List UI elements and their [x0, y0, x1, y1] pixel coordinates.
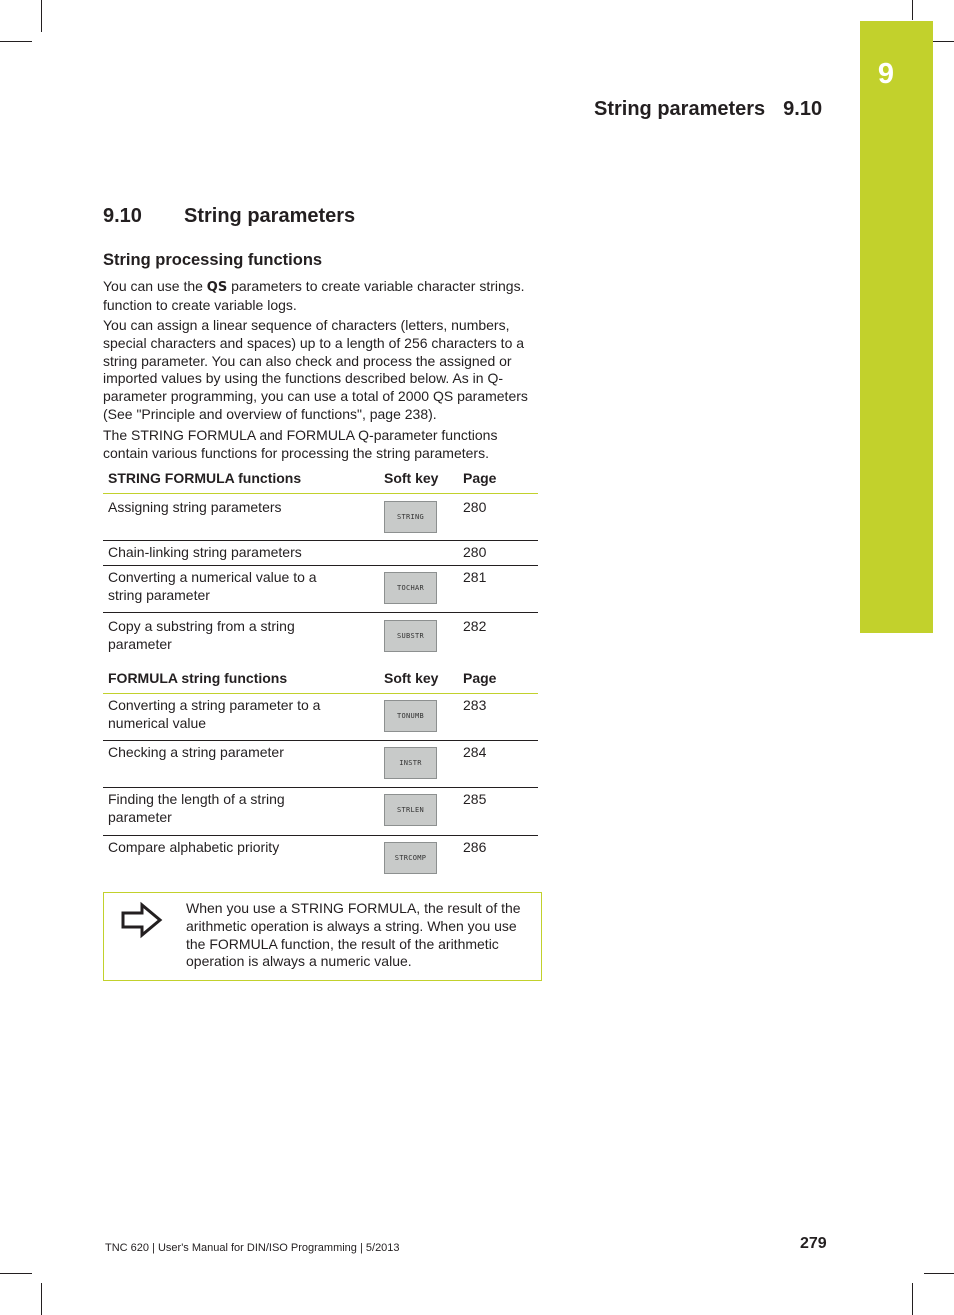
crop-mark — [912, 1283, 913, 1315]
note-text: When you use a STRING FORMULA, the result of the arithmetic operation is always a string. When you use the FORMULA function, the result of the arithmetic operation is always a numeric value. — [186, 900, 521, 970]
header-page: Page — [463, 670, 497, 686]
code-qs: QS — [206, 280, 228, 295]
function-name: Checking a string parameter — [108, 744, 284, 760]
table-row — [103, 836, 538, 882]
function-name: Converting a string parameter to a numerical value — [108, 697, 321, 731]
formula-string-table — [103, 669, 538, 882]
note-box — [103, 892, 542, 981]
table-row — [103, 613, 538, 659]
page-ref: 286 — [463, 839, 487, 855]
softkey-strcomp: STRCOMP — [384, 842, 437, 874]
softkey-string: STRING — [384, 501, 437, 533]
header-softkey: Soft key — [384, 470, 439, 486]
softkey-tochar: TOCHAR — [384, 572, 437, 604]
function-name: Assigning string parameters — [108, 499, 282, 515]
subheading: String processing functions — [103, 251, 323, 269]
table-row — [103, 788, 538, 836]
function-name: Compare alphabetic priority — [108, 839, 280, 855]
function-name: Chain-linking string parameters — [108, 544, 302, 560]
chapter-tab — [860, 21, 933, 633]
right-arrow-icon — [120, 901, 164, 939]
footer-text: TNC 620 | User's Manual for DIN/ISO Programming | 5/2013 — [105, 1242, 400, 1254]
section-number: 9.10 — [103, 205, 142, 227]
header-functions: STRING FORMULA functions — [108, 470, 302, 486]
crop-mark — [41, 0, 42, 32]
softkey-instr: INSTR — [384, 747, 437, 779]
softkey-tonumb: TONUMB — [384, 700, 437, 732]
header-softkey: Soft key — [384, 670, 439, 686]
page-ref: 285 — [463, 791, 487, 807]
table-row — [103, 741, 538, 788]
paragraph-intro — [103, 278, 543, 315]
page-ref: 280 — [463, 544, 487, 560]
page-ref: 282 — [463, 618, 487, 634]
running-header-title: String parameters — [594, 98, 766, 120]
function-name: Copy a substring from a string parameter — [108, 618, 295, 652]
running-header-number: 9.10 — [783, 98, 823, 120]
page-ref: 280 — [463, 499, 487, 515]
crop-mark — [41, 1283, 42, 1315]
crop-mark — [924, 1273, 954, 1274]
page-number: 279 — [800, 1235, 827, 1252]
table-row — [103, 566, 538, 613]
section-title: String parameters — [184, 205, 356, 227]
page-ref: 284 — [463, 744, 487, 760]
crop-mark — [0, 1273, 32, 1274]
crop-mark — [0, 41, 32, 42]
paragraph-text: You can use the — [103, 278, 207, 294]
function-name: Converting a numerical value to a string parameter — [108, 569, 317, 603]
chapter-number: 9 — [877, 58, 895, 90]
section-heading — [103, 205, 355, 228]
header-functions: FORMULA string functions — [108, 670, 288, 686]
paragraph-text: parameters to create variable character strings. function to create variable logs. — [103, 278, 525, 313]
page-ref: 283 — [463, 697, 487, 713]
crop-mark — [912, 0, 913, 20]
paragraph-functions: The STRING FORMULA and FORMULA Q-parameter functions contain various functions for processing the string parameters. — [103, 427, 498, 461]
header-page: Page — [463, 470, 497, 486]
softkey-substr: SUBSTR — [384, 620, 437, 652]
function-name: Finding the length of a string parameter — [108, 791, 285, 825]
page-ref: 281 — [463, 569, 487, 585]
table-header — [103, 669, 538, 694]
softkey-strlen: STRLEN — [384, 794, 437, 826]
paragraph-description: You can assign a linear sequence of characters (letters, numbers, special characters and spaces) up to a length of 256 characters to a string parameter. You can also check and process the assigned or imported values by using the functions described below. As in Q-parameter programming, you can use a total of 2000 QS parameters (See "Principle and overview of functions", page 238). — [103, 317, 528, 422]
table-row — [103, 541, 538, 566]
table-header — [103, 469, 538, 494]
table-row — [103, 494, 538, 541]
running-header — [594, 98, 822, 121]
string-formula-table — [103, 469, 538, 659]
table-row — [103, 694, 538, 741]
